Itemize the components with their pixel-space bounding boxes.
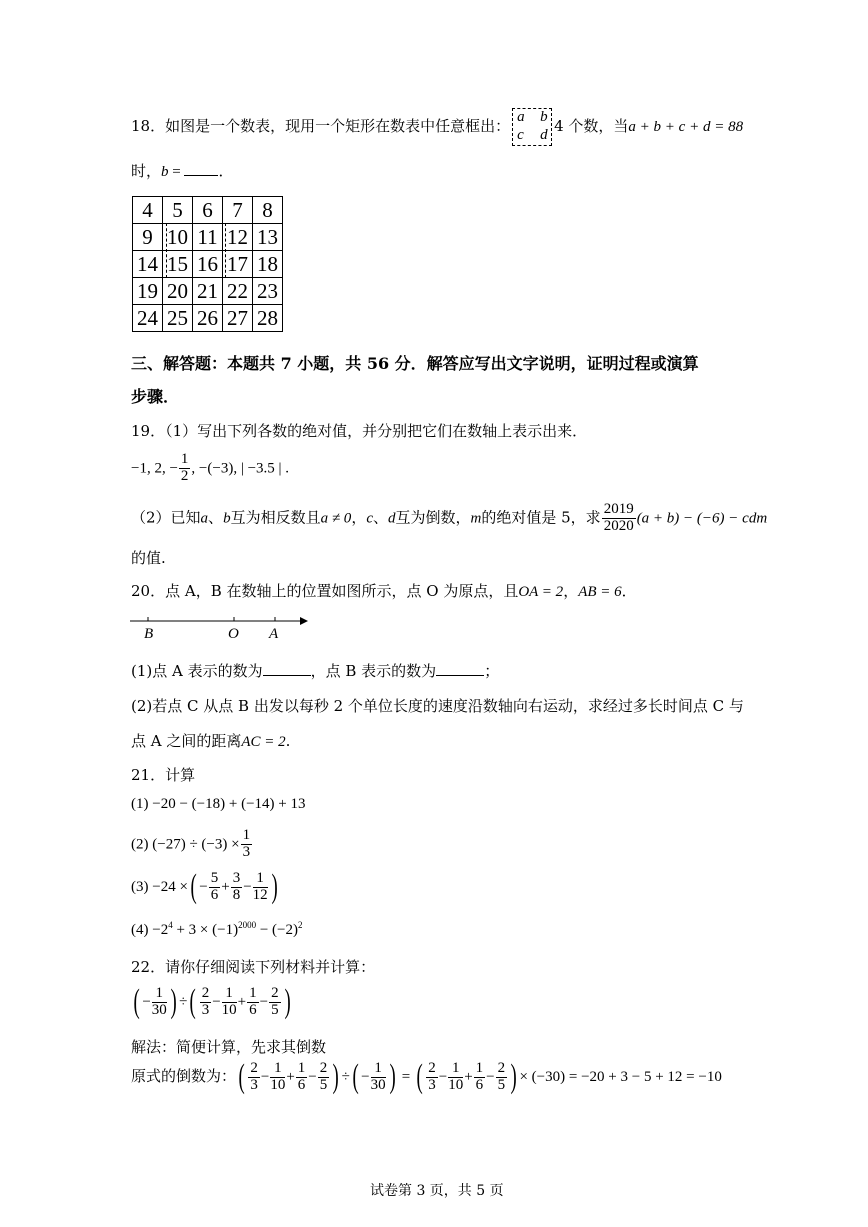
q19-var-d: d (388, 510, 396, 527)
q22-recip-tail: × (−30) = −20 + 3 − 5 + 12 = −10 (519, 1069, 722, 1085)
q21-e3-f1-num: 5 (210, 869, 219, 886)
table-cell: 23 (253, 278, 283, 305)
q18-line1 (131, 108, 743, 146)
q21-expr1: (1) −20 − (−18) + (−14) + 13 (131, 796, 306, 812)
q22-r-g2-den: 10 (270, 1076, 286, 1093)
table-cell: 7 (223, 197, 253, 224)
axis-label-a: A (269, 626, 279, 642)
q21-e3-f3-den: 12 (252, 886, 268, 903)
q22-r-g4-den: 5 (319, 1076, 328, 1093)
q18-text-a: 如图是一个数表，现用一个矩形在数表中任意框出： (165, 117, 511, 135)
q18-equation: a + b + c + d = 88 (628, 119, 744, 135)
q20-text: 点 A，B 在数轴上的位置如图所示，点 O 为原点，且 (165, 582, 519, 600)
q21-e2-num: 1 (242, 827, 251, 843)
q21-e3-f2-num: 3 (232, 869, 241, 886)
q21-e2-den: 3 (242, 843, 251, 860)
q18-text-c: 时， (131, 162, 162, 180)
q20-sub2-cond: AC = 2 (241, 734, 286, 750)
abcd-box (512, 108, 552, 146)
q21-e2-a: (2) (−27) ÷ (−3) × (131, 836, 240, 853)
q22-s-g1-num: 2 (428, 1059, 436, 1076)
q21-expr2 (131, 828, 253, 861)
q20-sub2-line1: (2)若点 C 从点 B 出发以每秒 2 个单位长度的速度沿数轴向右运动，求经过多长时间点 C 与 (131, 697, 744, 715)
q22-g4-num: 2 (271, 984, 279, 1001)
q18-answer-blank[interactable] (184, 161, 218, 176)
table-cell: 25 (163, 305, 193, 332)
q22-f30-den: 30 (151, 1001, 167, 1018)
q22-reciprocal: 原式的倒数为：( $\frac{2}{3}$ − $\frac{1}{10}$ + $\frac{1}{6}$ − $\frac{2}{5}$ ) ÷( − $\frac{1}{30}$ ) = ( $\frac{2}{3}$ − $\frac{1}{10}$ + $\frac{1}{6}$ − $\frac{2}{5}$ ) × (−30) = −20 + 3 − 5 + 12 = −10 (131, 1058, 722, 1095)
axis-label-b: B (144, 626, 154, 642)
table-cell: 21 (193, 278, 223, 305)
q21-expr3: (3) −24 ×( − $\frac{5}{6}$ + $\frac{3}{8}$ − $\frac{1}{12}$ ) (131, 868, 278, 905)
table-cell: 24 (133, 305, 163, 332)
table-cell: 26 (193, 305, 223, 332)
q21-e4-b: + 3 × (−1) (172, 922, 239, 938)
q20-sub1-a: (1)点 A 表示的数为 (131, 662, 263, 680)
q22-r-g4-num: 2 (319, 1059, 328, 1076)
q19-part2-b3: 互为倒数， (395, 508, 471, 527)
table-cell: 4 (133, 197, 163, 224)
q22-solution: 解法：简便计算，先求其倒数 (131, 1038, 327, 1056)
q19-nums-b: , −(−3), | −3.5 | . (191, 460, 290, 477)
q19-expr-rest: (a + b) − (−6) − cdm (636, 510, 768, 527)
q21-e4-exp2: 2000 (238, 920, 257, 930)
table-cell: 12 (223, 224, 253, 251)
number-line (128, 610, 308, 642)
box-letter-b: b (540, 109, 548, 125)
page-footer: 试卷第 3 页，共 5 页 (370, 1183, 504, 1199)
box-letter-d: d (540, 127, 548, 143)
q22-g1-num: 2 (201, 984, 210, 1001)
box-letter-a: a (517, 109, 525, 125)
q22-s-g3-num: 1 (475, 1059, 484, 1076)
q22-r-g3-den: 6 (297, 1076, 306, 1093)
q22-g3-den: 6 (249, 1001, 257, 1018)
q19-sep2: 、 (373, 508, 389, 527)
q19-part1-text: （1）写出下列各数的绝对值，并分别把它们在数轴上表示出来． (165, 422, 588, 440)
q22-r-f30-den: 30 (370, 1076, 386, 1093)
q22-s-g2-num: 1 (448, 1061, 463, 1078)
q22-s-g4-den: 5 (497, 1076, 506, 1093)
q22-g1-den: 3 (201, 1001, 210, 1018)
q19-part2-b1: 互为相反数且 (230, 508, 321, 527)
q19-expr-num: 2019 (603, 501, 634, 517)
q20-sub1 (131, 660, 499, 681)
table-cell: 19 (133, 278, 163, 305)
q21-e4-a: (4) −2 (131, 922, 169, 938)
q21-e4-exp1: 4 (168, 920, 173, 930)
q19-cond: a ≠ 0 (320, 510, 352, 527)
q20-end: ． (621, 582, 637, 600)
q21-e3-f3 (253, 871, 268, 904)
q22-title (131, 956, 375, 977)
q19-number: 19． (131, 422, 166, 440)
section3-heading-line2: 步骤． (131, 387, 180, 406)
q18-number: 18． (131, 117, 166, 135)
q19-fraction (179, 452, 191, 485)
q21-e3-lparen: ( (190, 868, 197, 905)
section3-heading-line1: 三、解答题：本题共 7 小题，共 56 分．解答应写出文字说明，证明过程或演算 (131, 354, 699, 373)
q19-var-b: b (223, 510, 231, 527)
q19-part2-end: 的值. (131, 549, 166, 567)
box-letter-c: c (517, 127, 524, 143)
q22-s-g1-den: 3 (428, 1076, 436, 1093)
table-cell: 15 (163, 251, 193, 278)
q22-s-g4-num: 2 (497, 1059, 506, 1076)
q19-frac-num: 1 (180, 451, 189, 467)
q22-r-g1-den: 3 (250, 1076, 258, 1093)
q20-sub1-c: ； (484, 662, 500, 680)
q19-part2-b2: ， (351, 508, 367, 527)
q21-e4-exp3: 2 (298, 920, 303, 930)
q19-sep1: 、 (208, 508, 224, 527)
q18-line2 (131, 160, 234, 181)
q19-var-m: m (470, 510, 482, 527)
q20-sub2-b: 点 A 之间的距离 (131, 732, 242, 750)
q21-e3-a: (3) −24 × (131, 879, 188, 895)
table-cell: 13 (253, 224, 283, 251)
q18-text-b: 4 个数，当 (554, 117, 629, 135)
q19-part2-b4: 的绝对值是 5，求 (481, 508, 601, 527)
q20-blank-b[interactable] (436, 661, 484, 676)
q21-e3-f2-den: 8 (232, 886, 241, 903)
q22-r-g1-num: 2 (250, 1059, 258, 1076)
table-row (133, 305, 283, 332)
table-cell: 11 (193, 224, 223, 251)
q18-var-b: b (161, 164, 169, 180)
q18-end: ． (218, 162, 234, 180)
q21-number: 21． (131, 766, 166, 784)
table-cell: 28 (253, 305, 283, 332)
q21-e3-f1-den: 6 (210, 886, 219, 903)
table-cell: 16 (193, 251, 223, 278)
q19-part1 (131, 420, 587, 441)
q20-blank-a[interactable] (263, 661, 311, 676)
table-cell: 27 (223, 305, 253, 332)
q19-frac-den: 2 (180, 467, 189, 484)
table-cell: 20 (163, 278, 193, 305)
axis-label-o: O (228, 626, 239, 642)
q21-e3-rparen: ) (271, 868, 278, 905)
table-row (133, 278, 283, 305)
q20-sep: ， (563, 582, 579, 600)
q20-cond1: OA = 2 (518, 584, 564, 600)
q21-title (131, 764, 195, 785)
q22-g4-den: 5 (271, 1001, 279, 1018)
q22-number: 22． (131, 958, 166, 976)
q22-r-g3-num: 1 (297, 1059, 306, 1076)
number-table-wrap (132, 196, 283, 332)
q20-stem (131, 580, 637, 601)
q20-cond2: AB = 6 (578, 584, 622, 600)
table-cell: 6 (193, 197, 223, 224)
q22-title-text: 请你仔细阅读下列材料并计算： (165, 958, 376, 976)
table-row (133, 197, 283, 224)
q19-part2-a: （2）已知 (131, 508, 201, 527)
q20-number: 20． (131, 582, 166, 600)
q22-g3-num: 1 (249, 984, 257, 1001)
q22-r-f30-num: 1 (371, 1061, 386, 1078)
q22-g2-den: 10 (221, 1001, 237, 1018)
q21-e3-f1 (209, 871, 221, 904)
q21-e2-frac (241, 828, 253, 861)
q19-var-a: a (200, 510, 209, 527)
q18-eq-sign: = (168, 164, 185, 180)
q22-recip-label: 原式的倒数为： (131, 1067, 237, 1085)
q19-numbers (131, 452, 289, 485)
q21-e3-f2 (231, 871, 243, 904)
q22-expression: ( − $\frac{1}{30}$ ) ÷( $\frac{2}{3}$ − $\frac{1}{10}$ + $\frac{1}{6}$ − $\frac{2}{5}$ ) (133, 983, 291, 1020)
table-cell: 17 (223, 251, 253, 278)
table-cell: 14 (133, 251, 163, 278)
table-cell: 10 (163, 224, 193, 251)
q22-s-g3-den: 6 (475, 1076, 484, 1093)
q22-g2-num: 1 (222, 986, 237, 1003)
q20-sub2-line2 (131, 730, 290, 751)
table-cell: 5 (163, 197, 193, 224)
q22-s-g2-den: 10 (448, 1076, 464, 1093)
table-cell: 8 (253, 197, 283, 224)
table-cell: 22 (223, 278, 253, 305)
table-cell: 18 (253, 251, 283, 278)
q21-expr4 (131, 920, 303, 939)
q19-part2 (131, 502, 767, 535)
q22-r-g2-num: 1 (270, 1061, 285, 1078)
q21-e3-f3-num: 1 (253, 871, 268, 888)
q20-sub1-b: ，点 B 表示的数为 (310, 662, 437, 680)
q19-expr-den: 2020 (603, 517, 634, 534)
q21-title-text: 计算 (165, 766, 196, 784)
q19-nums-a: −1, 2, − (131, 460, 178, 477)
dashed-selection-frame (166, 223, 226, 278)
table-cell: 9 (133, 224, 163, 251)
q22-f30 (152, 986, 167, 1019)
q21-e4-c: − (−2) (256, 922, 298, 938)
q22-f30-num: 1 (152, 986, 167, 1003)
q19-expr-fraction (602, 502, 636, 535)
q20-sub2-end: . (285, 732, 291, 750)
q19-var-c: c (366, 510, 373, 527)
